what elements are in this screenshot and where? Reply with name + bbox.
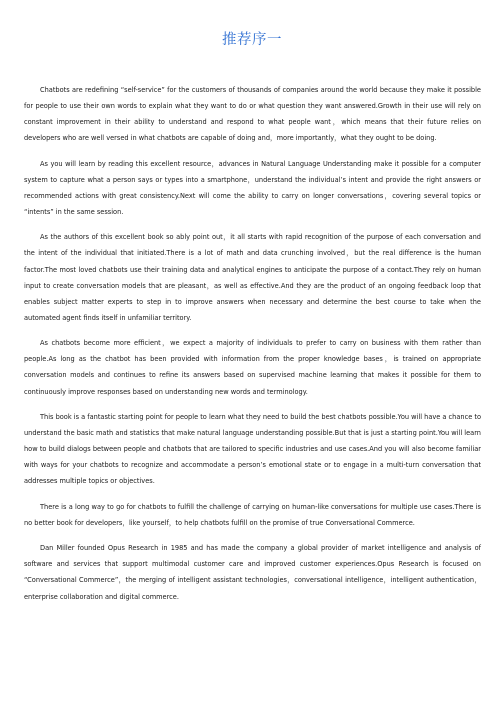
page-title: 推荐序一 [222, 32, 282, 48]
paragraph-1: Chatbots are redefining “self-service” for the customers of thousands of companies around the world because they make it possible for people to use their own words to explain what they want to do or what question they want answered.Growth in their use will rely on constant improvement in their ability to understand and respond to what people want，which means that their future relies on developers who are well versed in what chatbots are capable of doing and，more importantly，what they ought to be doing. [24, 86, 481, 143]
paragraph-3: As the authors of this excellent book so ably point out，it all starts with rapid recognition of the purpose of each conversation and the intent of the individual that initiated.There is a lot of math and data crunching involved，but the real difference is the human factor.The most loved chatbots use their training data and analytical engines to anticipate the purpose of a contact.They rely on human input to create conversation models that are pleasant，as well as effective.And they are the product of an ongoing feedback loop that enables subject matter experts to step in to improve answers when necessary and determine the best course to take when the automated agent finds itself in unfamiliar territory. [24, 233, 481, 322]
paragraph-2: As you will learn by reading this excellent resource，advances in Natural Language Understanding make it possible for a computer system to capture what a person says or types into a smartphone，understand the individual’s intent and provide the right answers or recommended actions with great consistency.Next will come the ability to carry on longer conversations，covering several topics or “intents” in the same session. [24, 159, 481, 216]
paragraph-7: Dan Miller founded Opus Research in 1985 and has made the company a global provider of market intelligence and analysis of software and services that support multimodal customer care and improved customer experiences.Opus Research is focused on “Conversational Commerce”，the merging of intelligent assistant technologies，conversational intelligence，intelligent authentication，enterprise collaboration and digital commerce. [24, 544, 481, 601]
document-body [24, 82, 481, 614]
paragraph-5: This book is a fantastic starting point for people to learn what they need to build the best chatbots possible.You will have a chance to understand the basic math and statistics that make natural language understanding possible.But that is just a starting point.You will learn how to build dialogs between people and chatbots that are tailored to specific industries and use cases.And you will also become familiar with ways for your chatbots to recognize and accommodate a person’s emotional state or to engage in a multi-turn conversation that addresses multiple topics or objectives. [24, 412, 481, 486]
paragraph-6: There is a long way to go for chatbots to fulfill the challenge of carrying on human-like conversations for multiple use cases.There is no better book for developers，like yourself，to help chatbots fulfill on the promise of true Conversational Commerce. [24, 502, 481, 527]
paragraph-4: As chatbots become more efficient，we expect a majority of individuals to prefer to carry on business with them rather than people.As long as the chatbot has been provided with information from the proper knowledge bases，is trained on appropriate conversation models and continues to refine its answers based on supervised machine learning that makes it possible for them to continuously improve responses based on understanding new words and terminology. [24, 339, 481, 396]
